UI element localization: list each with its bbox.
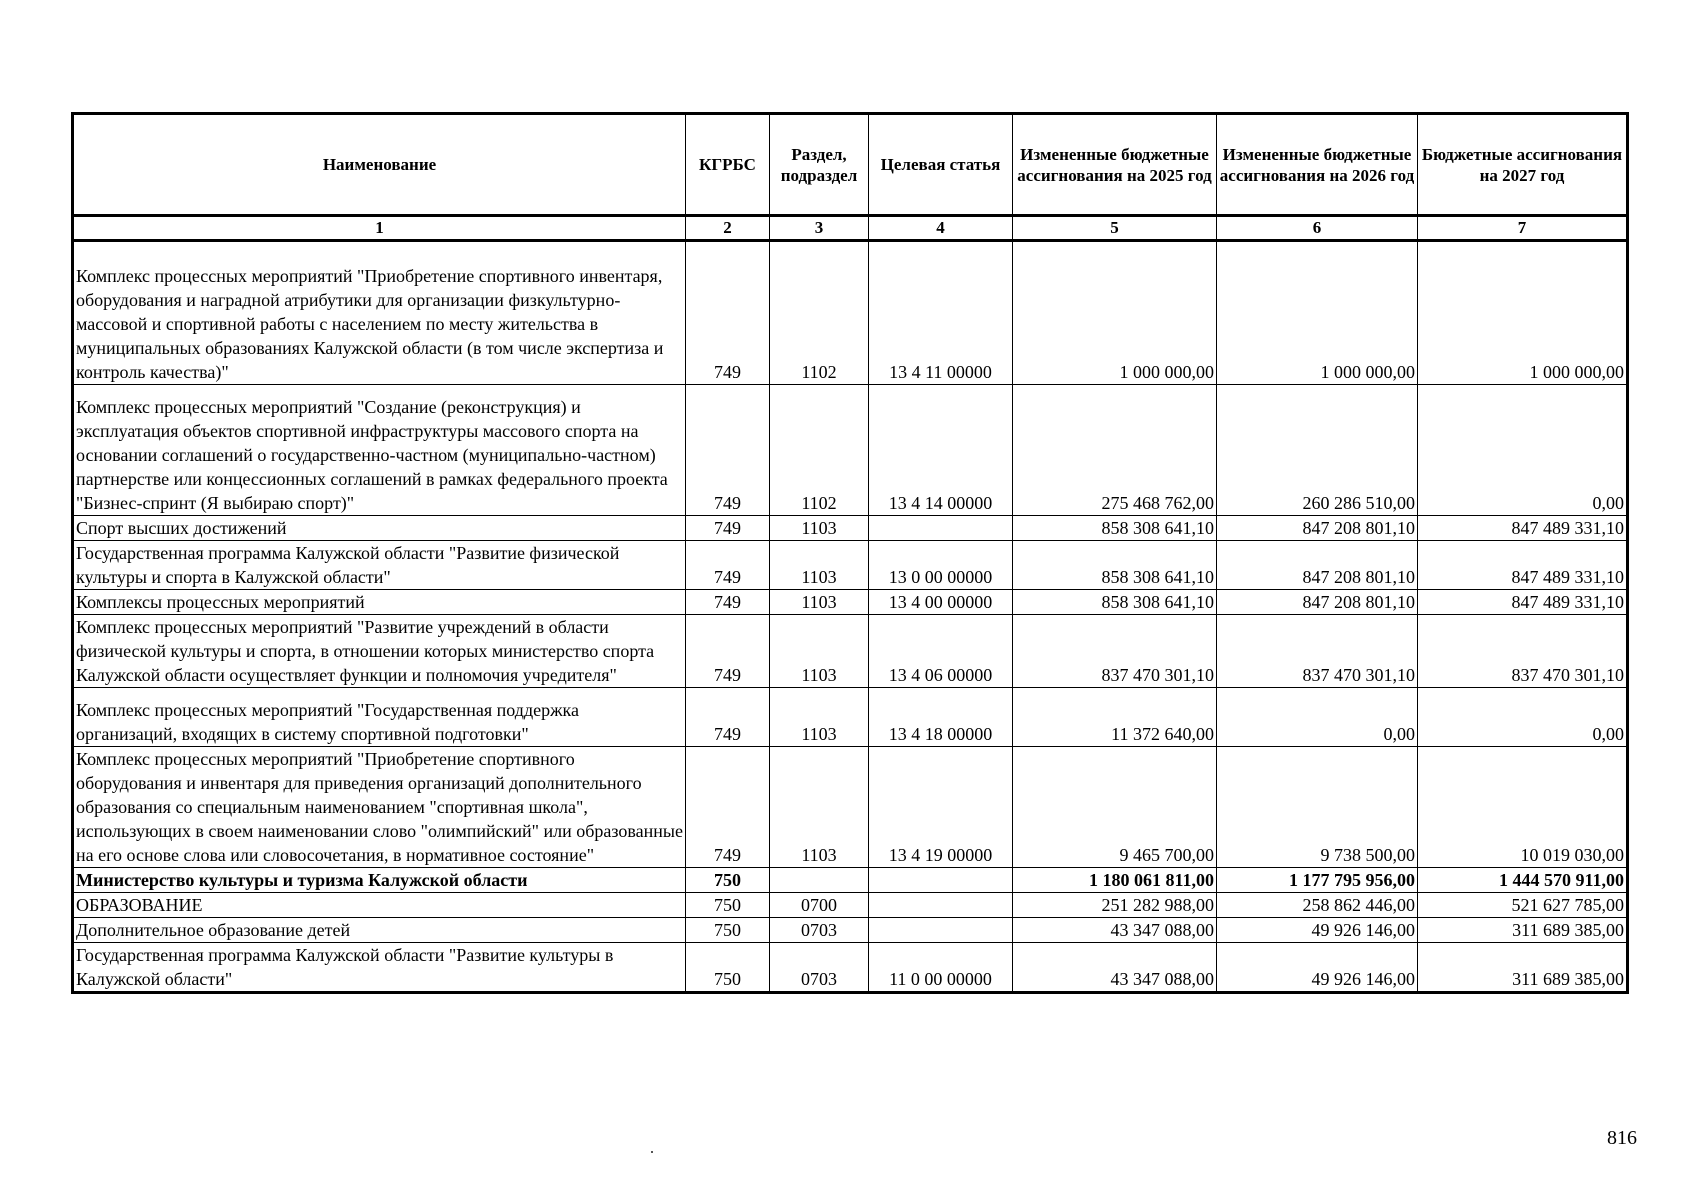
row-2025-cell: 251 282 988,00 xyxy=(1013,893,1217,918)
row-kgrbs-cell: 749 xyxy=(686,747,770,868)
row-2026-cell: 847 208 801,10 xyxy=(1217,590,1418,615)
row-kgrbs-cell: 749 xyxy=(686,516,770,541)
row-section-cell: 1103 xyxy=(770,590,869,615)
column-number: 3 xyxy=(770,216,869,241)
column-number: 1 xyxy=(73,216,686,241)
row-section-cell: 1103 xyxy=(770,615,869,688)
row-2025-cell: 858 308 641,10 xyxy=(1013,516,1217,541)
row-name-cell: Комплекс процессных мероприятий "Развитие учреждений в области физической культуры и спорта, в отношении которых министерство спорта Калужской области осуществляет функции и полномочия учредителя" xyxy=(73,615,686,688)
column-number: 2 xyxy=(686,216,770,241)
row-2025-cell: 11 372 640,00 xyxy=(1013,688,1217,747)
row-2026-cell: 837 470 301,10 xyxy=(1217,615,1418,688)
row-kgrbs-cell: 749 xyxy=(686,688,770,747)
row-name-cell: Дополнительное образование детей xyxy=(73,918,686,943)
row-section-cell: 0703 xyxy=(770,943,869,993)
row-section-cell: 1103 xyxy=(770,541,869,590)
table-row xyxy=(73,615,1628,688)
row-target-cell xyxy=(869,868,1013,893)
row-name-cell: Комплексы процессных мероприятий xyxy=(73,590,686,615)
row-2027-cell: 847 489 331,10 xyxy=(1418,590,1628,615)
table-row xyxy=(73,516,1628,541)
row-target-cell: 13 0 00 00000 xyxy=(869,541,1013,590)
row-2027-cell: 847 489 331,10 xyxy=(1418,516,1628,541)
column-number: 4 xyxy=(869,216,1013,241)
row-target-cell: 13 4 14 00000 xyxy=(869,385,1013,516)
header-kgrbs: КГРБС xyxy=(686,114,770,216)
column-number: 6 xyxy=(1217,216,1418,241)
row-2027-cell: 311 689 385,00 xyxy=(1418,943,1628,993)
row-2025-cell: 275 468 762,00 xyxy=(1013,385,1217,516)
table-row xyxy=(73,590,1628,615)
row-target-cell xyxy=(869,516,1013,541)
row-section-cell: 1103 xyxy=(770,688,869,747)
table-row xyxy=(73,541,1628,590)
row-kgrbs-cell: 750 xyxy=(686,868,770,893)
row-kgrbs-cell: 749 xyxy=(686,590,770,615)
row-2025-cell: 858 308 641,10 xyxy=(1013,590,1217,615)
scan-speck xyxy=(651,1151,653,1153)
row-2026-cell: 1 177 795 956,00 xyxy=(1217,868,1418,893)
table-row xyxy=(73,747,1628,868)
header-row xyxy=(73,114,1628,216)
row-kgrbs-cell: 749 xyxy=(686,541,770,590)
row-2026-cell: 49 926 146,00 xyxy=(1217,918,1418,943)
row-2025-cell: 43 347 088,00 xyxy=(1013,943,1217,993)
table-row xyxy=(73,688,1628,747)
row-section-cell: 1103 xyxy=(770,516,869,541)
row-kgrbs-cell: 749 xyxy=(686,615,770,688)
header-section: Раздел, подраздел xyxy=(770,114,869,216)
row-2027-cell: 837 470 301,10 xyxy=(1418,615,1628,688)
row-section-cell: 0703 xyxy=(770,918,869,943)
header-target: Целевая статья xyxy=(869,114,1013,216)
row-section-cell: 1103 xyxy=(770,747,869,868)
row-target-cell: 13 4 11 00000 xyxy=(869,241,1013,385)
row-section-cell xyxy=(770,868,869,893)
row-target-cell: 13 4 18 00000 xyxy=(869,688,1013,747)
row-target-cell: 13 4 00 00000 xyxy=(869,590,1013,615)
row-name-cell: Комплекс процессных мероприятий "Приобретение спортивного оборудования и инвентаря для приведения организаций дополнительного образования со специальным наименованием "спортивная школа", использующих в своем наименовании слово "олимпийский" или образованные на его основе слова или словосочетания, в нормативное состояние" xyxy=(73,747,686,868)
row-2025-cell: 858 308 641,10 xyxy=(1013,541,1217,590)
row-name-cell: Комплекс процессных мероприятий "Государственная поддержка организаций, входящих в систему спортивной подготовки" xyxy=(73,688,686,747)
row-kgrbs-cell: 750 xyxy=(686,943,770,993)
row-kgrbs-cell: 750 xyxy=(686,918,770,943)
row-2027-cell: 1 444 570 911,00 xyxy=(1418,868,1628,893)
row-kgrbs-cell: 749 xyxy=(686,385,770,516)
row-2027-cell: 0,00 xyxy=(1418,385,1628,516)
page-number: 816 xyxy=(1607,1127,1637,1149)
row-name-cell: Министерство культуры и туризма Калужской области xyxy=(73,868,686,893)
row-2027-cell: 0,00 xyxy=(1418,688,1628,747)
row-name-cell: Государственная программа Калужской области "Развитие культуры в Калужской области" xyxy=(73,943,686,993)
row-2026-cell: 260 286 510,00 xyxy=(1217,385,1418,516)
row-2025-cell: 837 470 301,10 xyxy=(1013,615,1217,688)
row-name-cell: Комплекс процессных мероприятий "Создание (реконструкция) и эксплуатация объектов спортивной инфраструктуры массового спорта на основании соглашений о государственно-частном (муниципально-частном) партнерстве или концессионных соглашений в рамках федерального проекта "Бизнес-спринт (Я выбираю спорт)" xyxy=(73,385,686,516)
column-number: 7 xyxy=(1418,216,1628,241)
row-2026-cell: 847 208 801,10 xyxy=(1217,541,1418,590)
table-row xyxy=(73,893,1628,918)
row-kgrbs-cell: 750 xyxy=(686,893,770,918)
row-2025-cell: 9 465 700,00 xyxy=(1013,747,1217,868)
table-row xyxy=(73,943,1628,993)
header-2025: Измененные бюджетные ассигнования на 2025 год xyxy=(1013,114,1217,216)
row-name-cell: Государственная программа Калужской области "Развитие физической культуры и спорта в Калужской области" xyxy=(73,541,686,590)
budget-table xyxy=(71,112,1629,994)
table-row xyxy=(73,868,1628,893)
header-2027: Бюджетные ассигнования на 2027 год xyxy=(1418,114,1628,216)
row-kgrbs-cell: 749 xyxy=(686,241,770,385)
row-target-cell: 11 0 00 00000 xyxy=(869,943,1013,993)
row-name-cell: ОБРАЗОВАНИЕ xyxy=(73,893,686,918)
row-2026-cell: 49 926 146,00 xyxy=(1217,943,1418,993)
row-2025-cell: 43 347 088,00 xyxy=(1013,918,1217,943)
row-2026-cell: 847 208 801,10 xyxy=(1217,516,1418,541)
row-2027-cell: 10 019 030,00 xyxy=(1418,747,1628,868)
row-2026-cell: 9 738 500,00 xyxy=(1217,747,1418,868)
row-name-cell: Комплекс процессных мероприятий "Приобретение спортивного инвентаря, оборудования и наградной атрибутики для организации физкультурно-массовой и спортивной работы с населением по месту жительства в муниципальных образованиях Калужской области (в том числе экспертиза и контроль качества)" xyxy=(73,241,686,385)
row-2025-cell: 1 000 000,00 xyxy=(1013,241,1217,385)
header-name: Наименование xyxy=(73,114,686,216)
row-2026-cell: 258 862 446,00 xyxy=(1217,893,1418,918)
row-target-cell: 13 4 06 00000 xyxy=(869,615,1013,688)
row-target-cell xyxy=(869,918,1013,943)
row-2027-cell: 311 689 385,00 xyxy=(1418,918,1628,943)
table-row xyxy=(73,918,1628,943)
table-row xyxy=(73,241,1628,385)
row-2025-cell: 1 180 061 811,00 xyxy=(1013,868,1217,893)
row-2027-cell: 1 000 000,00 xyxy=(1418,241,1628,385)
row-section-cell: 1102 xyxy=(770,241,869,385)
header-2026: Измененные бюджетные ассигнования на 2026 год xyxy=(1217,114,1418,216)
row-2027-cell: 521 627 785,00 xyxy=(1418,893,1628,918)
row-2026-cell: 0,00 xyxy=(1217,688,1418,747)
row-2026-cell: 1 000 000,00 xyxy=(1217,241,1418,385)
row-name-cell: Спорт высших достижений xyxy=(73,516,686,541)
row-2027-cell: 847 489 331,10 xyxy=(1418,541,1628,590)
table-row xyxy=(73,385,1628,516)
column-number: 5 xyxy=(1013,216,1217,241)
row-target-cell: 13 4 19 00000 xyxy=(869,747,1013,868)
row-section-cell: 0700 xyxy=(770,893,869,918)
column-number-row xyxy=(73,216,1628,241)
row-section-cell: 1102 xyxy=(770,385,869,516)
row-target-cell xyxy=(869,893,1013,918)
